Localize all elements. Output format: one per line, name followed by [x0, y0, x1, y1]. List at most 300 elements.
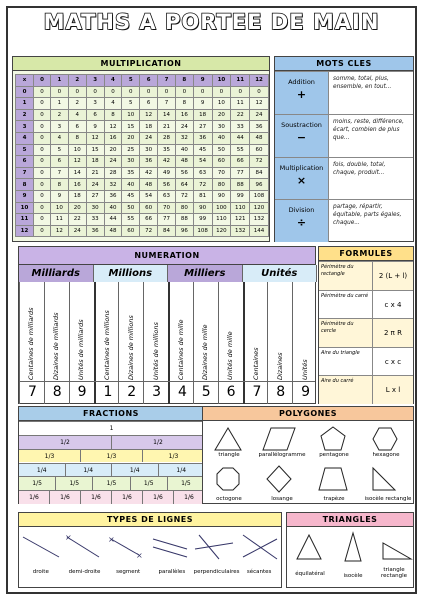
mult-cell: 16: [175, 109, 193, 121]
operation-name: Soustraction: [281, 120, 322, 129]
triangle-label: isocèle: [343, 573, 363, 579]
fraction-cell: 1/6: [174, 491, 205, 504]
mult-row: [16, 179, 269, 191]
mult-cell: 0: [193, 86, 212, 98]
mult-cell: 20: [104, 144, 122, 156]
fraction-cell: 1/4: [66, 464, 113, 477]
numeration-column: [118, 282, 143, 404]
mult-cell: 0: [212, 86, 231, 98]
numeration-digit: 9: [301, 384, 311, 400]
polygon-label: triangle: [218, 452, 240, 458]
operation-sign: −: [296, 130, 307, 144]
mult-cell: 10: [122, 109, 140, 121]
mult-row-header: 1: [16, 98, 34, 110]
mult-cell: 60: [122, 225, 140, 237]
mult-col-header: 9: [193, 75, 212, 87]
fraction-row: [19, 449, 203, 463]
fraction-cell: 1/5: [131, 477, 168, 490]
mult-row: [16, 144, 269, 156]
mult-header-row: [16, 75, 269, 87]
mots-cles-row: [275, 157, 413, 200]
fraction-cell: 1/5: [93, 477, 130, 490]
numeration-section: [18, 246, 316, 404]
mult-cell: 0: [34, 190, 51, 202]
mult-cell: 72: [250, 156, 269, 168]
polygon-label: octogone: [216, 496, 242, 502]
multiplication-section: [12, 56, 270, 242]
mult-cell: 50: [212, 144, 231, 156]
mult-cell: 33: [86, 214, 104, 226]
numeration-col-label: Centaines de mille: [177, 319, 186, 380]
mult-col-header: 12: [250, 75, 269, 87]
mult-cell: 14: [158, 109, 176, 121]
mult-cell: 10: [212, 98, 231, 110]
polygon-label: losange: [271, 496, 293, 502]
mult-cell: 70: [212, 167, 231, 179]
numeration-column: [218, 282, 243, 404]
mult-cell: 12: [104, 121, 122, 133]
numeration-digit: 7: [252, 384, 262, 400]
fraction-row: [19, 421, 203, 435]
mult-cell: 72: [140, 225, 158, 237]
multiplication-table: [15, 74, 269, 237]
numeration-col-label: Unités: [300, 359, 309, 380]
mult-row-header: 5: [16, 144, 34, 156]
formule-value: 2 (L + l): [372, 262, 413, 290]
mult-cell: 6: [68, 121, 86, 133]
numeration-col-label: Unités de milliards: [77, 319, 86, 380]
mult-cell: 6: [140, 98, 158, 110]
mult-cell: 0: [68, 86, 86, 98]
numeration-digit: 8: [276, 384, 286, 400]
numeration-digit: 7: [27, 384, 37, 400]
mult-cell: 35: [158, 144, 176, 156]
numeration-column: [267, 282, 292, 404]
mult-cell: 100: [212, 202, 231, 214]
numeration-col-label: Dizaines de millions: [126, 315, 135, 380]
numeration-column: [168, 282, 193, 404]
svg-text:×: ×: [136, 551, 143, 560]
operation-keywords: moins, reste, différence, écart, combien de plus que...: [333, 118, 404, 141]
mult-cell: 90: [193, 202, 212, 214]
mult-cell: 96: [250, 179, 269, 191]
mult-col-header: 7: [158, 75, 176, 87]
mult-cell: 24: [86, 179, 104, 191]
triangle-label: équilatéral: [295, 571, 325, 577]
mult-cell: 44: [231, 132, 250, 144]
mult-cell: 0: [34, 98, 51, 110]
fraction-row: [19, 463, 203, 477]
mult-cell: 20: [122, 132, 140, 144]
mult-cell: 12: [51, 225, 69, 237]
mult-cell: 0: [51, 86, 69, 98]
mult-cell: 4: [104, 98, 122, 110]
mult-cell: 48: [250, 132, 269, 144]
mult-cell: 132: [250, 214, 269, 226]
mult-cell: 64: [175, 179, 193, 191]
mult-cell: 4: [51, 132, 69, 144]
operation-name: Addition: [288, 78, 315, 86]
mult-cell: 24: [250, 109, 269, 121]
mult-cell: 50: [122, 202, 140, 214]
polygon-label: hexagone: [372, 452, 400, 458]
mult-cell: 108: [250, 190, 269, 202]
mult-cell: 42: [140, 167, 158, 179]
mult-cell: 88: [231, 179, 250, 191]
mult-cell: 108: [193, 225, 212, 237]
numeration-col-label: Unités de millions: [151, 322, 160, 380]
fraction-cell: 1/5: [19, 477, 56, 490]
mult-cell: 9: [51, 190, 69, 202]
mult-cell: 54: [193, 156, 212, 168]
mult-cell: 2: [68, 98, 86, 110]
mult-cell: 5: [122, 98, 140, 110]
mult-cell: 7: [158, 98, 176, 110]
poster: [6, 6, 417, 594]
mult-col-header: 3: [86, 75, 104, 87]
mult-cell: 0: [175, 86, 193, 98]
mult-cell: 36: [250, 121, 269, 133]
numeration-group: Milliers: [168, 265, 243, 282]
numeration-column: [69, 282, 94, 404]
numeration-col-label: Centaines de milliards: [27, 307, 36, 380]
fraction-cell: 1/4: [159, 464, 206, 477]
mult-cell: 55: [122, 214, 140, 226]
mult-cell: 72: [193, 179, 212, 191]
polygon-label: trapèze: [323, 496, 345, 502]
mult-cell: 56: [158, 179, 176, 191]
mult-cell: 0: [86, 86, 104, 98]
triangles-section: [286, 512, 414, 588]
mult-row-header: 4: [16, 132, 34, 144]
operation-name: Division: [288, 206, 315, 215]
mult-cell: 16: [68, 179, 86, 191]
mult-cell: 36: [86, 225, 104, 237]
mult-cell: 0: [34, 132, 51, 144]
mult-cell: 21: [158, 121, 176, 133]
mult-cell: 4: [68, 109, 86, 121]
mult-cell: 8: [51, 179, 69, 191]
line-type-label: perpendiculaires: [193, 569, 240, 575]
fraction-row: [19, 435, 203, 449]
multiplication-header: MULTIPLICATION: [13, 57, 269, 71]
formule-value: c x c: [372, 348, 413, 376]
mult-cell: 6: [51, 156, 69, 168]
mult-cell: 0: [34, 225, 51, 237]
formules-header: FORMULES: [319, 247, 413, 261]
mult-row-header: 2: [16, 109, 34, 121]
fraction-cell: 1/5: [168, 477, 205, 490]
numeration-header: NUMERATION: [19, 247, 315, 265]
mult-cell: 110: [212, 214, 231, 226]
formule-label: Périmètre du cercle: [321, 321, 354, 335]
mult-cell: 45: [122, 190, 140, 202]
mult-cell: 28: [158, 132, 176, 144]
mult-cell: 24: [104, 156, 122, 168]
operation-sign: ×: [296, 173, 307, 187]
mult-cell: 9: [193, 98, 212, 110]
mult-cell: 3: [51, 121, 69, 133]
mult-cell: 15: [86, 144, 104, 156]
numeration-divider: [19, 381, 315, 382]
mult-cell: 24: [175, 121, 193, 133]
mult-cell: 60: [250, 144, 269, 156]
mult-cell: 0: [122, 86, 140, 98]
mult-cell: 84: [250, 167, 269, 179]
fraction-cell: 1/3: [143, 450, 205, 463]
mult-cell: 22: [231, 109, 250, 121]
mult-row-header: 12: [16, 225, 34, 237]
formule-label: Aire du carré: [321, 378, 354, 385]
mult-cell: 48: [175, 156, 193, 168]
mult-cell: 0: [34, 144, 51, 156]
mult-cell: 36: [140, 156, 158, 168]
mult-cell: 44: [104, 214, 122, 226]
mult-row-header: 10: [16, 202, 34, 214]
mult-row-header: 11: [16, 214, 34, 226]
mult-cell: 15: [122, 121, 140, 133]
mult-cell: 0: [34, 109, 51, 121]
mult-cell: 32: [175, 132, 193, 144]
mult-col-header: 8: [175, 75, 193, 87]
mult-cell: 0: [104, 86, 122, 98]
mult-cell: 77: [231, 167, 250, 179]
mult-col-header: 11: [231, 75, 250, 87]
mult-cell: 12: [68, 156, 86, 168]
numeration-digit: 5: [201, 384, 211, 400]
mult-cell: 30: [86, 202, 104, 214]
mult-cell: 80: [175, 202, 193, 214]
mult-cell: 14: [68, 167, 86, 179]
mult-cell: 0: [34, 86, 51, 98]
fraction-cell: 1/5: [56, 477, 93, 490]
line-type-label: parallèles: [158, 569, 186, 575]
mult-cell: 70: [158, 202, 176, 214]
mult-cell: 33: [231, 121, 250, 133]
mult-cell: 121: [231, 214, 250, 226]
mult-cell: 21: [86, 167, 104, 179]
mult-cell: 3: [86, 98, 104, 110]
mult-cell: 77: [158, 214, 176, 226]
fractions-header: FRACTIONS: [19, 407, 203, 421]
line-type-label: droite: [32, 569, 49, 575]
mult-cell: 0: [34, 167, 51, 179]
mult-col-header: 6: [140, 75, 158, 87]
numeration-column: [19, 282, 44, 404]
mult-cell: 8: [175, 98, 193, 110]
formule-value: c x 4: [372, 291, 413, 319]
numeration-col-label: Dizaines de milliards: [52, 312, 61, 380]
operation-name: Multiplication: [279, 163, 324, 172]
mult-cell: 36: [193, 132, 212, 144]
triangle-label: triangle rectangle: [381, 567, 407, 579]
mult-cell: 18: [68, 190, 86, 202]
operation-label: [275, 72, 329, 114]
polygones-header: POLYGONES: [203, 407, 413, 421]
numeration-digit: 2: [127, 384, 137, 400]
formule-value: L x l: [372, 376, 413, 404]
mult-row: [16, 109, 269, 121]
mult-cell: 63: [193, 167, 212, 179]
mult-cell: 120: [212, 225, 231, 237]
operation-keywords: somme, total, plus, ensemble, en tout...: [333, 76, 392, 90]
mult-cell: 99: [231, 190, 250, 202]
mult-col-header: 5: [122, 75, 140, 87]
mult-cell: 72: [175, 190, 193, 202]
triangles-header: TRIANGLES: [287, 513, 413, 527]
page-title: MATHS A PORTEE DE MAIN: [43, 10, 380, 34]
svg-text:×: ×: [65, 533, 72, 542]
mots-cles-section: [274, 56, 414, 242]
fraction-cell: 1/6: [50, 491, 81, 504]
mult-cell: 5: [51, 144, 69, 156]
line-type-label: segment: [116, 569, 141, 575]
lignes-section: [18, 512, 282, 588]
mult-cell: 84: [158, 225, 176, 237]
fraction-cell: 1/6: [143, 491, 174, 504]
mult-cell: 56: [175, 167, 193, 179]
operation-label: [275, 158, 329, 200]
mult-col-header: 4: [104, 75, 122, 87]
fraction-cell: 1/4: [19, 464, 66, 477]
mult-cell: 0: [158, 86, 176, 98]
mult-cell: 48: [104, 225, 122, 237]
mult-cell: 12: [250, 98, 269, 110]
mult-cell: 80: [212, 179, 231, 191]
formules-section: [318, 246, 414, 404]
lignes-header: TYPES DE LIGNES: [19, 513, 281, 527]
mult-cell: 40: [122, 179, 140, 191]
mult-row: [16, 132, 269, 144]
mult-cell: 27: [193, 121, 212, 133]
mult-cell: 96: [175, 225, 193, 237]
formule-row: [319, 290, 413, 319]
mult-cell: 90: [212, 190, 231, 202]
numeration-column: [44, 282, 69, 404]
mult-cell: 1: [51, 98, 69, 110]
numeration-col-label: Dizaines de mille: [201, 324, 210, 380]
fraction-cell: 1/3: [81, 450, 143, 463]
mult-cell: 0: [231, 86, 250, 98]
mult-cell: 99: [193, 214, 212, 226]
mult-row-header: 8: [16, 179, 34, 191]
mult-cell: 40: [104, 202, 122, 214]
operation-sign: +: [296, 88, 307, 101]
mult-cell: 40: [212, 132, 231, 144]
formule-row: [319, 318, 413, 347]
mult-cell: 0: [34, 121, 51, 133]
mult-cell: 30: [212, 121, 231, 133]
formule-row: [319, 375, 413, 404]
mult-row: [16, 98, 269, 110]
operation-label: [275, 115, 329, 157]
numeration-col-label: Centaines de millions: [102, 310, 111, 380]
mult-cell: 66: [231, 156, 250, 168]
fraction-row: [19, 476, 203, 490]
numeration-digit: 1: [103, 384, 113, 400]
mult-cell: 55: [231, 144, 250, 156]
fraction-row: [19, 490, 203, 504]
mult-cell: 48: [140, 179, 158, 191]
mult-row-header: 0: [16, 86, 34, 98]
numeration-digit: 8: [52, 384, 62, 400]
mult-row: [16, 121, 269, 133]
mots-cles-header: MOTS CLES: [275, 57, 413, 71]
mots-cles-row: [275, 71, 413, 114]
mult-cell: 20: [212, 109, 231, 121]
mult-cell: 88: [175, 214, 193, 226]
numeration-col-label: Unités de mille: [226, 331, 235, 380]
mult-cell: 60: [140, 202, 158, 214]
mult-cell: 10: [51, 202, 69, 214]
mult-cell: 0: [34, 214, 51, 226]
numeration-col-label: Dizaines: [275, 352, 284, 380]
mult-cell: 0: [140, 86, 158, 98]
numeration-digit: 4: [177, 384, 187, 400]
mots-cles-row: [275, 199, 413, 242]
mult-row-header: 7: [16, 167, 34, 179]
fraction-cell: 1/6: [112, 491, 143, 504]
svg-text:×: ×: [108, 535, 115, 544]
mult-cell: 6: [86, 109, 104, 121]
mult-cell: 40: [175, 144, 193, 156]
mult-row: [16, 225, 269, 237]
mult-cell: 30: [122, 156, 140, 168]
mult-cell: 0: [34, 156, 51, 168]
mult-row-header: 3: [16, 121, 34, 133]
mult-cell: 24: [140, 132, 158, 144]
mult-cell: 32: [104, 179, 122, 191]
mult-cell: 30: [140, 144, 158, 156]
mult-cell: 16: [104, 132, 122, 144]
mult-cell: 63: [158, 190, 176, 202]
mult-cell: 18: [140, 121, 158, 133]
mult-cell: 20: [68, 202, 86, 214]
numeration-column: [243, 282, 268, 404]
mult-cell: 8: [68, 132, 86, 144]
polygon-label: pentagone: [319, 452, 349, 458]
mult-cell: 49: [158, 167, 176, 179]
formule-row: [319, 261, 413, 290]
mult-cell: 0: [34, 202, 51, 214]
mult-cell: 12: [140, 109, 158, 121]
mult-cell: 8: [104, 109, 122, 121]
mult-cell: 132: [231, 225, 250, 237]
mult-col-header: 2: [68, 75, 86, 87]
mult-row: [16, 167, 269, 179]
fraction-cell: 1/2: [112, 436, 205, 449]
numeration-digit: 3: [152, 384, 162, 400]
polygon-label: isocèle rectangle: [364, 496, 412, 502]
mult-cell: 81: [193, 190, 212, 202]
polygones-section: [202, 406, 414, 504]
mult-cell: 42: [158, 156, 176, 168]
polygon-label: parallélogramme: [258, 452, 306, 458]
mult-cell: 28: [104, 167, 122, 179]
numeration-group: Milliards: [19, 265, 94, 282]
mult-cell: 0: [250, 86, 269, 98]
mult-row-header: 9: [16, 190, 34, 202]
numeration-column: [292, 282, 317, 404]
lignes-shapes: [19, 529, 281, 569]
operation-label: [275, 200, 329, 242]
mult-cell: 54: [140, 190, 158, 202]
formule-label: Aire du triangle: [321, 349, 360, 356]
mult-row-header: 6: [16, 156, 34, 168]
mult-cell: 2: [51, 109, 69, 121]
mult-cell: 12: [86, 132, 104, 144]
numeration-column: [94, 282, 119, 404]
